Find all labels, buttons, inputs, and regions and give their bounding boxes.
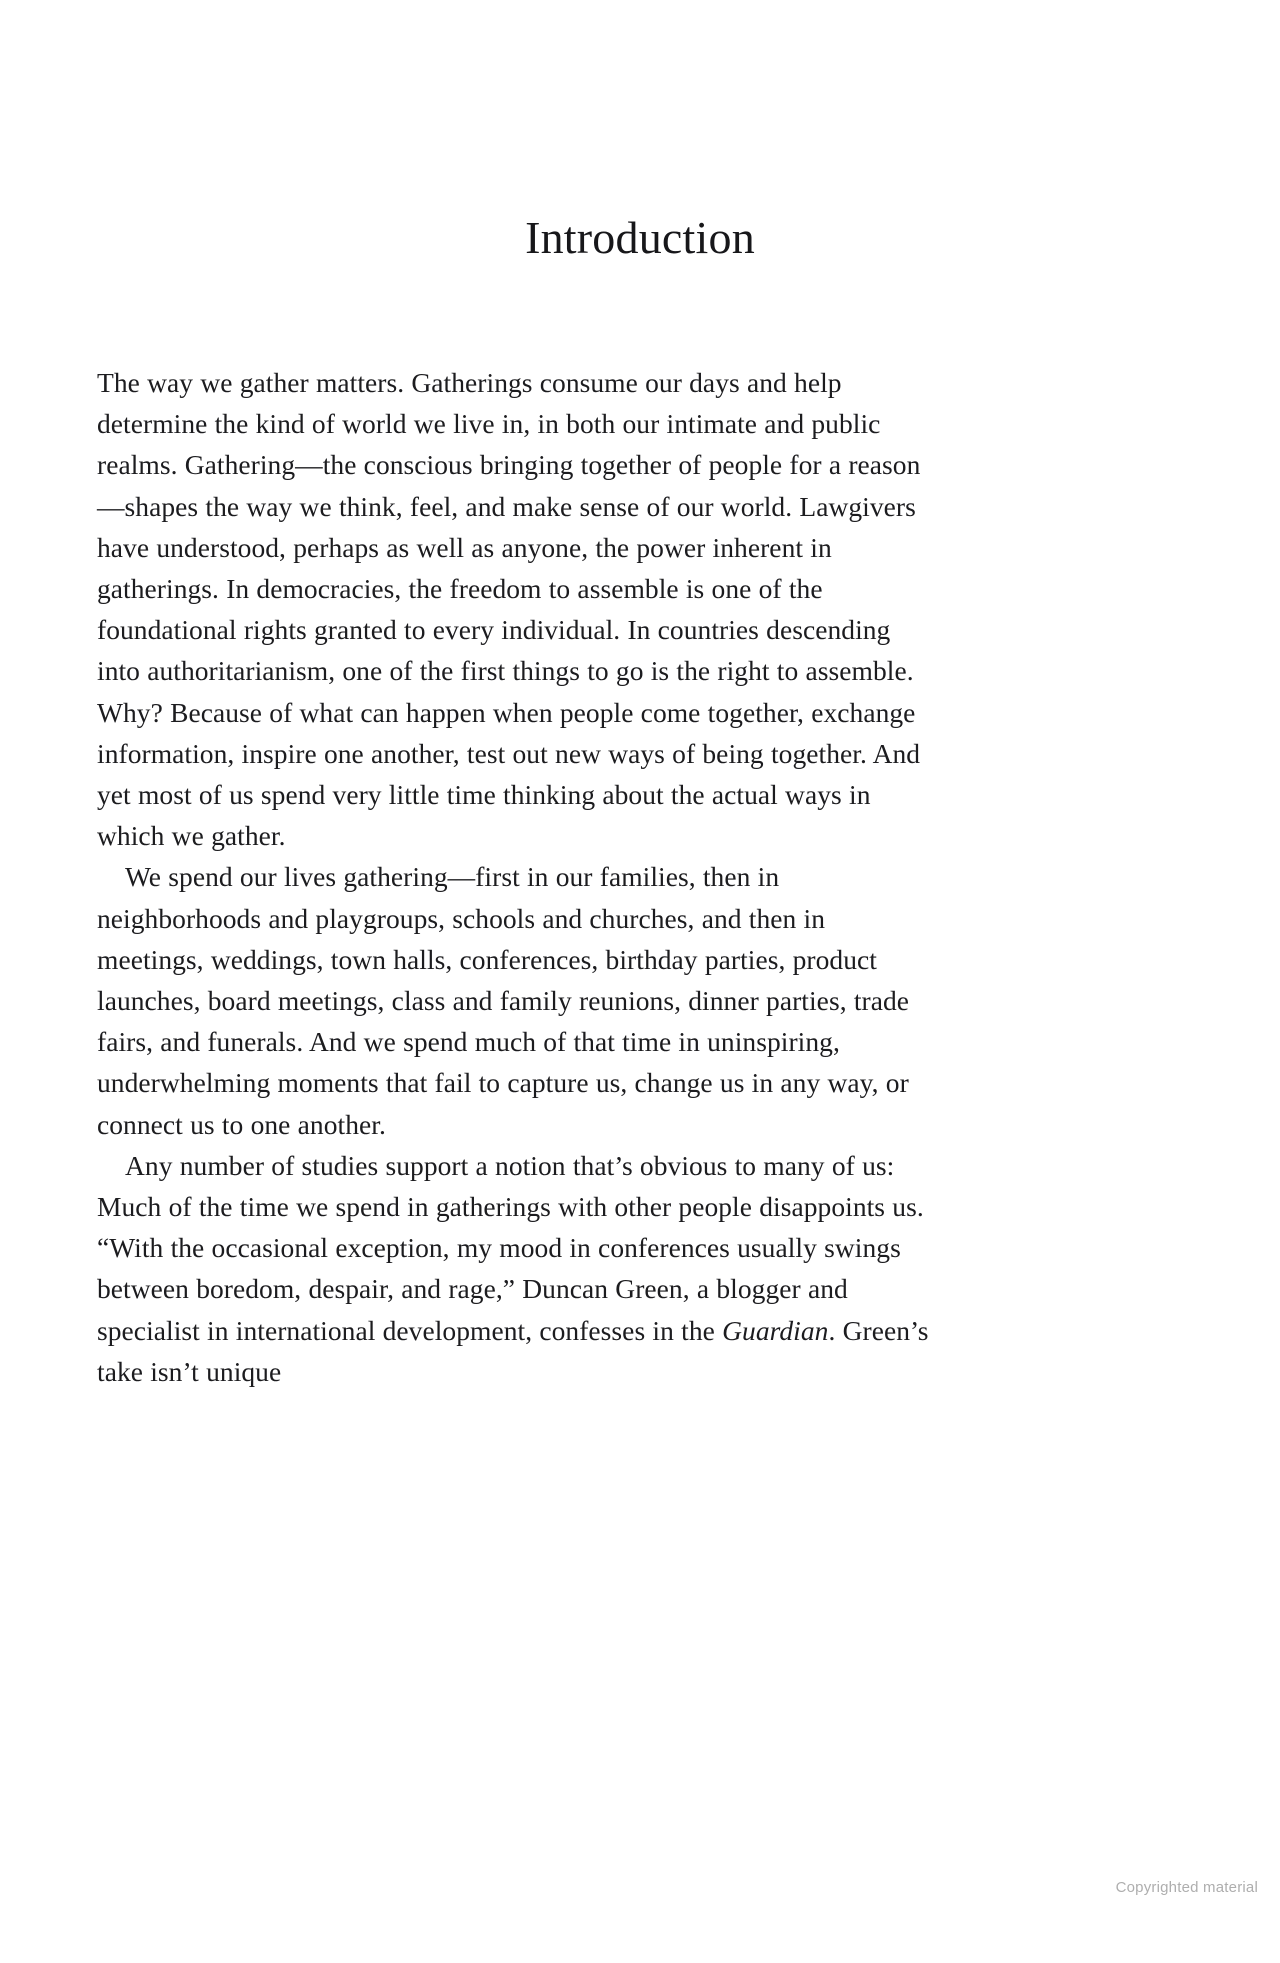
paragraph-2: We spend our lives gathering—first in our families, then in neighborhoods and playgroups, schools and churches, and then in meetings, weddings, town halls, conferences, birthday parties, product launches, board meetings, class and family reunions, dinner parties, trade fairs, and funerals. And we spend much of that time in uninspiring, underwhelming moments that fail to capture us, change us in any way, or connect us to one another. (97, 861, 910, 1140)
paragraph-3-part-1: Any number of studies support a notion that’s obvious to many of us: Much of the time we spend in gatherings with other people disappoints us. “With the occasional exception, my mood in conferences usually swings between boredom, despair, and rage,” Duncan Green, a blogger and specialist in international development, confesses in the (97, 1149, 924, 1346)
body-text-column (97, 362, 935, 1392)
publication-name-guardian: Guardian (722, 1314, 829, 1346)
page-title: Introduction (525, 212, 755, 263)
paragraph-3 (97, 1145, 935, 1392)
paragraph-3-part-3: . Green’s take isn’t unique (97, 1314, 929, 1387)
paragraph-1: The way we gather matters. Gatherings consume our days and help determine the kind of world we live in, in both our intimate and public realms. Gathering—the conscious bringing together of people for a reason—shapes the way we think, feel, and make sense of our world. Lawgivers have understood, perhaps as well as anyone, the power inherent in gatherings. In democracies, the freedom to assemble is one of the foundational rights granted to every individual. In countries descending into authoritarianism, one of the first things to go is the right to assemble. Why? Because of what can happen when people come together, exchange information, inspire one another, test out new ways of being together. And yet most of us spend very little time thinking about the actual ways in which we gather. (97, 367, 921, 852)
copyright-watermark: Copyrighted material (1115, 1879, 1258, 1896)
